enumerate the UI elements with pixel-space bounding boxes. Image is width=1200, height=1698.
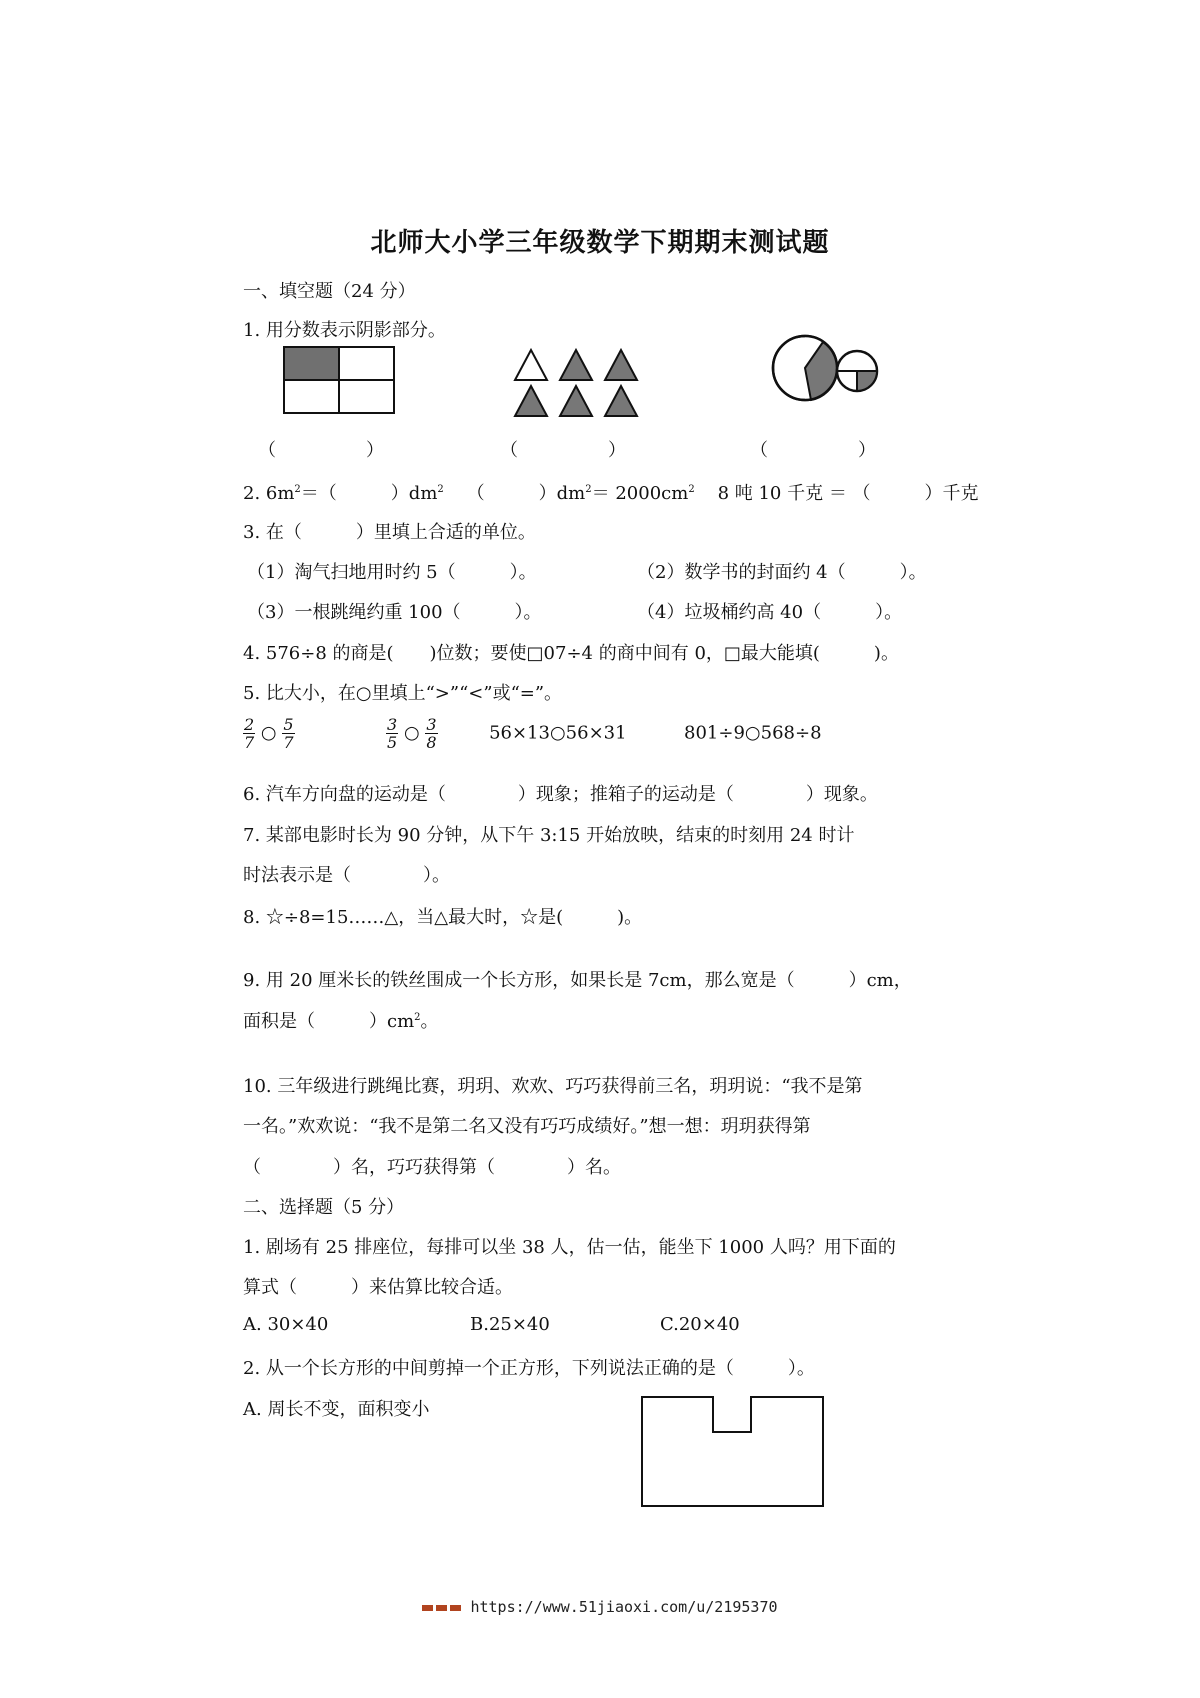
q1-answer-blank-c[interactable]: （ ） (750, 440, 876, 461)
choice-question-2-option-a[interactable]: A. 周长不变，面积变小 (243, 1399, 430, 1420)
choice-question-1-line-1: 1. 剧场有 25 排座位，每排可以坐 38 人，估一估，能坐下 1000 人吗？用下面的 (243, 1237, 896, 1258)
question-5-text: 5. 比大小，在○里填上“>”“<”或“=”。 (243, 683, 563, 704)
compare-circle[interactable]: ○ (260, 722, 277, 744)
triangle-empty (515, 350, 547, 380)
fraction-3-8: $\frac{3}{8}$ (426, 715, 437, 752)
question-3-part-1: （1）淘气扫地用时约 5（ ）。 (247, 562, 537, 583)
choice-option-b[interactable]: B.25×40 (470, 1314, 550, 1335)
question-2-line: 2. $6m^2=$（ ）$dm^2$ （ ）$dm^2= 2000cm^2$ 8 吨 10 千克 ＝ （ ）千克 (243, 483, 979, 504)
circles-figure (771, 334, 883, 402)
fraction-5-7: $\frac{5}{7}$ (283, 715, 294, 752)
question-10-line-2: 一名。”欢欢说：“我不是第二名又没有巧巧成绩好。”想一想：玥玥获得第 (243, 1116, 811, 1137)
q1-answer-blank-a[interactable]: （ ） (258, 440, 384, 461)
cut-rectangle-figure (641, 1396, 825, 1508)
rect-cell (339, 347, 394, 380)
triangle-shaded (515, 386, 547, 416)
section-heading-choice: 二、选择题（5 分） (243, 1197, 405, 1218)
question-10-line-1: 10. 三年级进行跳绳比赛，玥玥、欢欢、巧巧获得前三名，玥玥说：“我不是第 (243, 1076, 863, 1097)
shaded-rectangle-figure (283, 346, 395, 414)
choice-question-2-text: 2. 从一个长方形的中间剪掉一个正方形，下列说法正确的是（ ）。 (243, 1358, 815, 1379)
question-10-line-3: （ ）名，巧巧获得第（ ）名。 (243, 1157, 621, 1178)
compare-circle[interactable]: ○ (403, 722, 420, 744)
site-logo-icon (422, 1603, 462, 1613)
triangle-shaded (560, 350, 592, 380)
rect-cell (284, 380, 339, 413)
fraction-2-7: $\frac{2}{7}$ (244, 715, 255, 752)
question-5-comparisons (243, 716, 822, 751)
question-4-text: 4. 576÷8 的商是( )位数；要使□07÷4 的商中间有 0，□最大能填( )。 (243, 643, 899, 664)
footer-url[interactable]: https://www.51jiaoxi.com/u/2195370 (0, 1598, 1200, 1616)
section-heading-fill-blank: 一、填空题（24 分） (243, 281, 416, 302)
question-3-part-3: （3）一根跳绳约重 100（ ）。 (247, 602, 542, 623)
choice-question-1-line-2: 算式（ ）来估算比较合适。 (243, 1277, 513, 1298)
compare-expression-2: 801÷9○568÷8 (684, 722, 822, 744)
rect-cell-shaded (284, 347, 339, 380)
compare-expression-1: 56×13○56×31 (489, 722, 627, 744)
triangle-shaded (560, 386, 592, 416)
page-title: 北师大小学三年级数学下期期末测试题 (370, 228, 830, 258)
rect-cell (339, 380, 394, 413)
rectangle-with-notch (642, 1397, 823, 1506)
triangle-shaded (605, 350, 637, 380)
question-6-text: 6. 汽车方向盘的运动是（ ）现象；推箱子的运动是（ ）现象。 (243, 784, 878, 805)
question-8-text: 8. ☆÷8=15……△，当△最大时，☆是( )。 (243, 907, 643, 928)
question-3-text: 3. 在（ ）里填上合适的单位。 (243, 522, 536, 543)
small-circle-shaded-sector (857, 371, 877, 391)
question-7-line-1: 7. 某部电影时长为 90 分钟，从下午 3:15 开始放映，结束的时刻用 24 时计 (243, 825, 855, 846)
triangle-shaded (605, 386, 637, 416)
choice-option-a[interactable]: A. 30×40 (243, 1314, 329, 1335)
question-9-line-1: 9. 用 20 厘米长的铁丝围成一个长方形，如果长是 7cm，那么宽是（ ）cm， (243, 970, 912, 991)
question-7-line-2: 时法表示是（ ）。 (243, 865, 450, 886)
question-9-line-2: 面积是（ ）$cm^2$。 (243, 1011, 439, 1032)
question-1-text: 1. 用分数表示阴影部分。 (243, 320, 446, 341)
fraction-3-5: $\frac{3}{5}$ (387, 715, 398, 752)
question-3-part-4: （4）垃圾桶约高 40（ ）。 (637, 602, 903, 623)
q1-answer-blank-b[interactable]: （ ） (500, 440, 626, 461)
triangles-figure (513, 348, 639, 418)
choice-option-c[interactable]: C.20×40 (660, 1314, 740, 1335)
question-3-part-2: （2）数学书的封面约 4（ ）。 (637, 562, 927, 583)
